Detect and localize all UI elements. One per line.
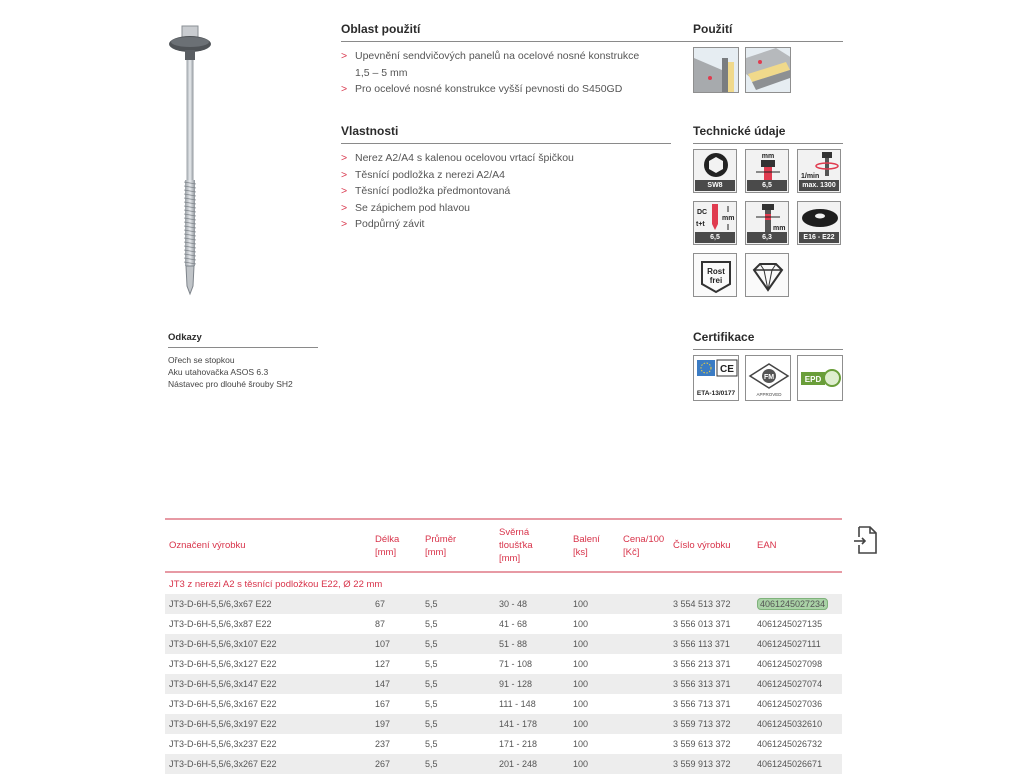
cell-price	[619, 594, 669, 614]
col-header-length[interactable]: Délka [mm]	[371, 519, 421, 572]
cell-diameter: 5,5	[421, 594, 495, 614]
svg-text:frei: frei	[709, 276, 723, 285]
property-item: > Nerez A2/A4 s kalenou ocelovou vrtací špičkou	[341, 152, 574, 164]
rostfrei-icon	[693, 253, 737, 297]
cell-diameter: 5,5	[421, 754, 495, 774]
cell-diameter: 5,5	[421, 614, 495, 634]
col-header-diameter[interactable]: Průměr [mm]	[421, 519, 495, 572]
svg-text:APPROVED: APPROVED	[756, 392, 782, 397]
cell-name: JT3-D-6H-5,5/6,3x87 E22	[165, 614, 371, 634]
bullet-marker: >	[341, 83, 348, 95]
cell-price	[619, 714, 669, 734]
technical-section	[693, 124, 843, 144]
cell-pack: 100	[569, 714, 619, 734]
col-header-article-number[interactable]: Číslo výrobku	[669, 519, 753, 572]
cell-article: 3 556 713 371	[669, 694, 753, 714]
eta-ce-icon: CE ETA-13/0177	[693, 355, 739, 401]
cell-ean: 4061245027111	[753, 634, 842, 654]
file-import-icon	[853, 525, 879, 555]
links-section	[168, 332, 318, 390]
cell-ean: 4061245027036	[753, 694, 842, 714]
bullet-marker: >	[341, 50, 348, 62]
svg-text:CE: CE	[720, 364, 734, 375]
property-item: > Podpůrný závit	[341, 218, 425, 230]
col-header-price[interactable]: Cena/100 [Kč]	[619, 519, 669, 572]
cell-length: 167	[371, 694, 421, 714]
svg-text:EPD: EPD	[804, 375, 822, 384]
cell-price	[619, 694, 669, 714]
epd-icon	[797, 355, 843, 401]
cell-diameter: 5,5	[421, 674, 495, 694]
cell-price	[619, 674, 669, 694]
usage-section	[693, 22, 843, 42]
table-group-row	[165, 572, 842, 594]
cell-diameter: 5,5	[421, 654, 495, 674]
cell-price	[619, 734, 669, 754]
property-item: > Těsnící podložka předmontovaná	[341, 185, 511, 197]
cell-length: 237	[371, 734, 421, 754]
ean-highlight[interactable]: 4061245027234	[757, 598, 828, 610]
cell-length: 87	[371, 614, 421, 634]
cell-article: 3 559 913 372	[669, 754, 753, 774]
cell-article: 3 556 313 371	[669, 674, 753, 694]
cell-clamp: 30 - 48	[495, 594, 569, 614]
svg-text:mm: mm	[722, 215, 735, 222]
fm-approved-icon	[745, 355, 791, 401]
cell-clamp: 41 - 68	[495, 614, 569, 634]
table-row[interactable]	[165, 694, 842, 714]
wall-panel-icon	[693, 47, 739, 93]
cell-clamp: 51 - 88	[495, 634, 569, 654]
cell-pack: 100	[569, 634, 619, 654]
product-table	[165, 518, 842, 774]
cell-article: 3 559 613 372	[669, 734, 753, 754]
svg-text:DC: DC	[697, 209, 708, 216]
washer-icon: E16 - E22	[797, 201, 841, 245]
certification-title: Certifikace	[693, 330, 843, 350]
cell-price	[619, 634, 669, 654]
cell-ean	[753, 594, 842, 614]
property-item: > Těsnící podložka z nerezi A2/A4	[341, 168, 505, 181]
svg-text:mm: mm	[761, 153, 775, 160]
table-row[interactable]	[165, 614, 842, 634]
col-header-ean[interactable]: EAN	[753, 519, 842, 572]
cell-name: JT3-D-6H-5,5/6,3x197 E22	[165, 714, 371, 734]
cell-diameter: 5,5	[421, 634, 495, 654]
cell-pack: 100	[569, 754, 619, 774]
link-long-screw-adapter[interactable]: Nástavec pro dlouhé šrouby SH2	[168, 379, 293, 389]
cell-article: 3 559 713 372	[669, 714, 753, 734]
table-row[interactable]	[165, 734, 842, 754]
usage-title: Použití	[693, 22, 843, 42]
table-row[interactable]	[165, 714, 842, 734]
links-title: Odkazy	[168, 332, 318, 348]
cell-name: JT3-D-6H-5,5/6,3x147 E22	[165, 674, 371, 694]
thread-diameter-icon: mm 6,5	[745, 149, 789, 193]
product-screw-image	[160, 24, 220, 299]
cell-pack: 100	[569, 614, 619, 634]
link-nut-setter[interactable]: Ořech se stopkou	[168, 355, 235, 365]
table-row[interactable]	[165, 654, 842, 674]
cell-name: JT3-D-6H-5,5/6,3x127 E22	[165, 654, 371, 674]
cell-ean: 4061245026671	[753, 754, 842, 774]
cell-length: 197	[371, 714, 421, 734]
hex-socket-icon: SW8	[693, 149, 737, 193]
col-header-designation[interactable]: Označení výrobku	[165, 519, 371, 572]
cell-ean: 4061245027098	[753, 654, 842, 674]
cell-pack: 100	[569, 674, 619, 694]
shank-diameter-icon: mm 6,3	[745, 201, 789, 245]
cell-ean: 4061245032610	[753, 714, 842, 734]
usage-area-title: Oblast použití	[341, 22, 843, 42]
file-import-button[interactable]	[853, 525, 879, 555]
svg-text:t+t: t+t	[696, 221, 705, 228]
cell-length: 127	[371, 654, 421, 674]
cell-name: JT3-D-6H-5,5/6,3x267 E22	[165, 754, 371, 774]
cell-article: 3 556 113 371	[669, 634, 753, 654]
cell-pack: 100	[569, 694, 619, 714]
properties-section	[341, 124, 671, 233]
svg-text:FM: FM	[763, 374, 775, 381]
roof-panel-icon	[745, 47, 791, 93]
group-label: JT3 z nerezi A2 s těsnící podložkou E22, Ø 22 mm	[169, 578, 383, 590]
cell-clamp: 111 - 148	[495, 694, 569, 714]
cell-diameter: 5,5	[421, 714, 495, 734]
property-item: > Se zápichem pod hlavou	[341, 201, 470, 214]
cell-price	[619, 614, 669, 634]
diamond-icon	[745, 253, 789, 297]
table-header-row	[165, 519, 842, 572]
cell-clamp: 71 - 108	[495, 654, 569, 674]
table-row[interactable]	[165, 594, 842, 614]
properties-title: Vlastnosti	[341, 124, 671, 144]
cell-name: JT3-D-6H-5,5/6,3x67 E22	[165, 594, 371, 614]
link-cordless-screwdriver[interactable]: Aku utahovačka ASOS 6.3	[168, 367, 269, 377]
cell-length: 147	[371, 674, 421, 694]
table-row[interactable]	[165, 634, 842, 654]
cell-price	[619, 654, 669, 674]
cell-name: JT3-D-6H-5,5/6,3x107 E22	[165, 634, 371, 654]
cell-pack: 100	[569, 734, 619, 754]
cell-ean: 4061245026732	[753, 734, 842, 754]
cell-article: 3 556 213 371	[669, 654, 753, 674]
usage-area-item: > Upevnění sendvičových panelů na ocelové nosné konstrukce	[341, 48, 843, 65]
rpm-icon: 1/min max. 1300	[797, 149, 841, 193]
cell-clamp: 141 - 178	[495, 714, 569, 734]
cell-length: 67	[371, 594, 421, 614]
cell-name: JT3-D-6H-5,5/6,3x237 E22	[165, 734, 371, 754]
cell-article: 3 556 013 371	[669, 614, 753, 634]
technical-title: Technické údaje	[693, 124, 843, 144]
cell-length: 267	[371, 754, 421, 774]
drilling-capacity-icon: DC t+t mm 6,5	[693, 201, 737, 245]
cell-ean: 4061245027074	[753, 674, 842, 694]
col-header-pack[interactable]: Balení [ks]	[569, 519, 619, 572]
cell-pack: 100	[569, 594, 619, 614]
cell-diameter: 5,5	[421, 734, 495, 754]
cell-clamp: 91 - 128	[495, 674, 569, 694]
usage-area-item: > Pro ocelové nosné konstrukce vyšší pevnosti do S450GD	[341, 81, 843, 98]
cell-clamp: 201 - 248	[495, 754, 569, 774]
svg-text:mm: mm	[773, 225, 786, 232]
usage-area-item-continued: 1,5 – 5 mm	[355, 66, 408, 79]
table-row[interactable]	[165, 754, 842, 774]
cell-ean: 4061245027135	[753, 614, 842, 634]
cell-diameter: 5,5	[421, 694, 495, 714]
svg-text:Rost: Rost	[707, 267, 725, 276]
cell-clamp: 171 - 218	[495, 734, 569, 754]
cell-length: 107	[371, 634, 421, 654]
cell-name: JT3-D-6H-5,5/6,3x167 E22	[165, 694, 371, 714]
cell-article: 3 554 513 372	[669, 594, 753, 614]
svg-text:1/min: 1/min	[801, 173, 820, 180]
certification-section	[693, 330, 843, 350]
cell-pack: 100	[569, 654, 619, 674]
col-header-clamp-thickness[interactable]: Svěrná tloušťka [mm]	[495, 519, 569, 572]
table-row[interactable]	[165, 674, 842, 694]
cell-price	[619, 754, 669, 774]
